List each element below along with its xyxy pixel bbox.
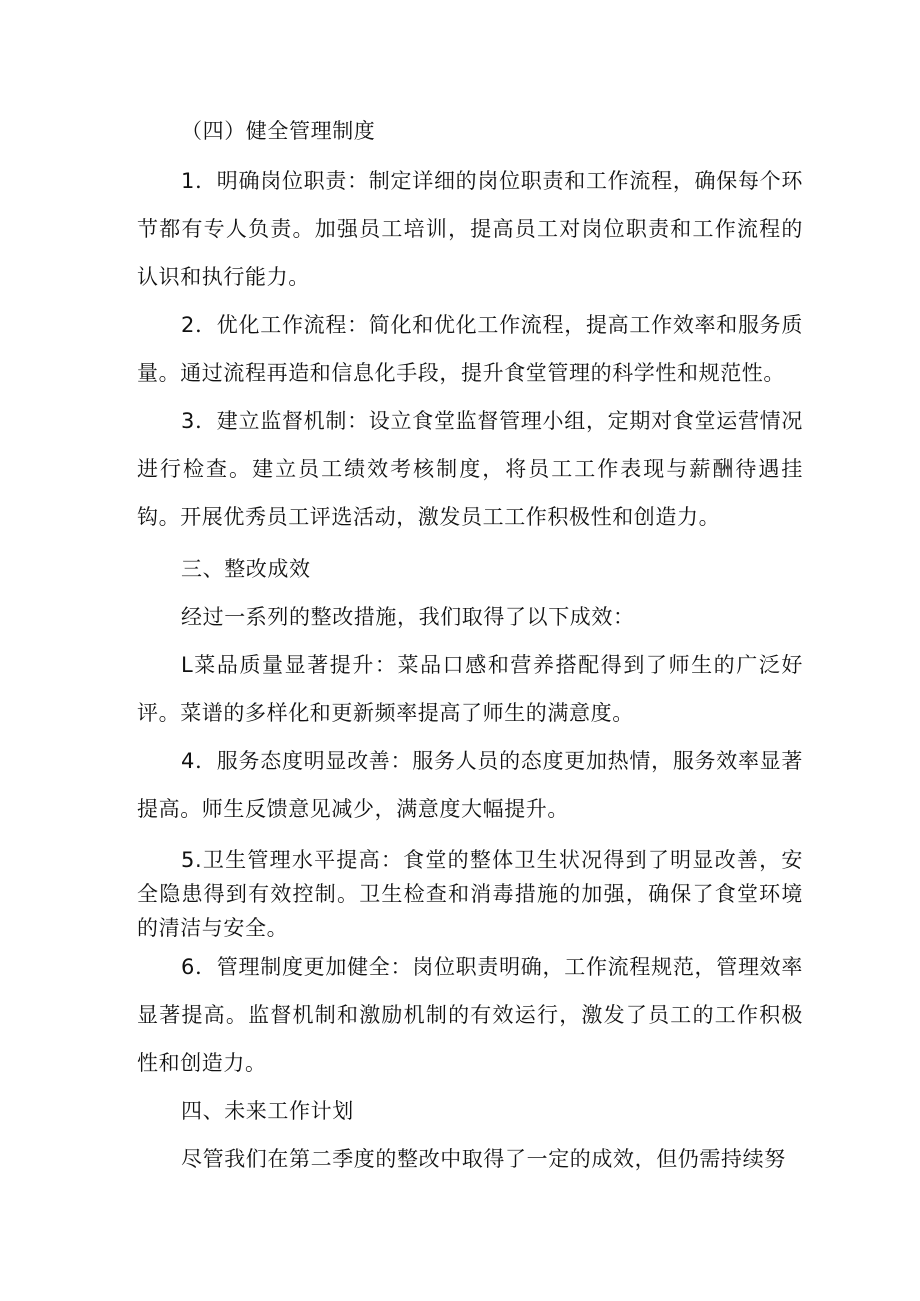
paragraph-result-management: 6．管理制度更加健全：岗位职责明确，工作流程规范，管理效率显著提高。监督机制和激励机制的有效运行，激发了员工的工作积极性和创造力。 (137, 955, 803, 1075)
paragraph-future-plan: 尽管我们在第二季度的整改中取得了一定的成效，但仍需持续努 (181, 1147, 786, 1171)
paragraph-item-3: 3．建立监督机制：设立食堂监督管理小组，定期对食堂运营情况进行检查。建立员工绩效考核制度，将员工工作表现与薪酬待遇挂钩。开展优秀员工评选活动，激发员工工作积极性和创造力。 (137, 409, 803, 529)
paragraph-result-hygiene: 5.卫生管理水平提高：食堂的整体卫生状况得到了明显改善，安全隐患得到有效控制。卫生检查和消毒措施的加强，确保了食堂环境的清洁与安全。 (137, 848, 803, 940)
section-heading-management-system: （四）健全管理制度 (181, 119, 376, 143)
section-heading-future-plan: 四、未来工作计划 (181, 1099, 354, 1123)
paragraph-item-1: 1．明确岗位职责：制定详细的岗位职责和工作流程，确保每个环节都有专人负责。加强员工培训，提高员工对岗位职责和工作流程的认识和执行能力。 (137, 169, 803, 289)
paragraph-item-2: 2．优化工作流程：简化和优化工作流程，提高工作效率和服务质量。通过流程再造和信息化手段，提升食堂管理的科学性和规范性。 (137, 313, 803, 385)
paragraph-results-intro: 经过一系列的整改措施，我们取得了以下成效： (181, 605, 635, 629)
section-heading-results: 三、整改成效 (181, 557, 311, 581)
paragraph-result-service: 4．服务态度明显改善：服务人员的态度更加热情，服务效率显著提高。师生反馈意见减少，满意度大幅提升。 (137, 749, 803, 821)
paragraph-result-dishes: L菜品质量显著提升：菜品口感和营养搭配得到了师生的广泛好评。菜谱的多样化和更新频率提高了师生的满意度。 (137, 653, 803, 725)
